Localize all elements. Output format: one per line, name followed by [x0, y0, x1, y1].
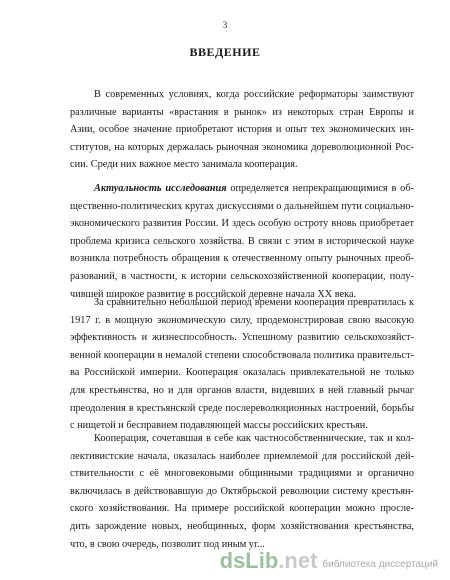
text-line: ского хозяйствования. На примере российской кооперации можно просле-: [70, 503, 414, 515]
text-line: проблема кризиса сельского хозяйства. В связи с этим в исторической науке: [70, 235, 414, 247]
text-line: венной кооперации в немалой степени способствовала политика правительст-: [70, 349, 414, 361]
section-heading: ВВЕДЕНИЕ: [189, 45, 261, 59]
paragraph-2-first-rest: определяется непрекращающимися в об-: [226, 183, 414, 194]
dslib-caption: библиотека диссертаций: [322, 558, 438, 570]
paragraph-4: [70, 430, 414, 553]
text-line: эффективность и жизнеспособность. Успешному развитию сельскохозяйст-: [70, 332, 414, 344]
text-line: ствительности с её многовековыми общинными традициями и органично: [70, 468, 414, 480]
text-line: возникла потребность обращения к отечественному опыту рыночных преоб-: [70, 253, 414, 265]
paragraph-1: [70, 86, 414, 174]
text-line: ститутов, на которых держалась рыночная экономика дореволюционной Рос-: [70, 141, 414, 153]
text-line: За сравнительно небольшой период времени кооперация превратилась к: [94, 297, 414, 308]
text-line: сии. Среди них важное место занимала кооперация.: [70, 159, 298, 171]
actuality-term: Актуальность исследования: [94, 183, 227, 194]
paragraph-2: [70, 180, 414, 303]
text-line: что, в свою очередь, позволит под иным уг...: [70, 538, 265, 550]
text-line: Азии, особое значение приобретают история и опыт тех экономических ин-: [70, 124, 414, 136]
logo-part-a: dsLib: [219, 548, 279, 573]
text-line: различные варианты «врастания в рынок» из некоторых стран Европы и: [70, 106, 414, 118]
text-line: щественно-политических кругах дискуссиями о дальнейшем пути социально-: [70, 200, 414, 212]
paragraph-2-first-line: [70, 180, 414, 198]
text-line: лективистские начала, оказалась наиболее приемлемой для российской дей-: [70, 450, 414, 462]
text-line: разований, в частности, к истории сельскохозяйственной кооперации, полу-: [70, 270, 414, 282]
text-line: В современных условиях, когда российские реформаторы заимствуют: [94, 89, 414, 100]
dslib-watermark: [220, 548, 438, 574]
text-line: 1917 г. в мощную экономическую силу, продемонстрировав свою высокую: [70, 314, 414, 326]
text-line: с нищетой и бесправием подавляющей массы российских крестьян.: [70, 420, 368, 432]
dslib-logo: [220, 548, 318, 574]
text-line: ва Российской империи. Кооперация оказалась привлекательной не только: [70, 367, 414, 379]
text-line: экономического развития России. И здесь особую остроту вновь приобретает: [70, 218, 414, 230]
paragraph-2-body: [70, 198, 414, 304]
text-line: для крестьянства, но и для органов власти, видевших в ней главный рычаг: [70, 384, 414, 396]
page-number: 3: [222, 20, 228, 30]
logo-part-b: .net: [278, 548, 318, 573]
text-line: Кооперация, сочетавшая в себе как частнособственнические, так и кол-: [94, 433, 414, 444]
text-line: чившей широкое развитие в российской деревне начала XX века.: [70, 288, 357, 300]
text-line: преодоления в крестьянской среде послереволюционных настроений, борьбы: [70, 402, 414, 414]
paragraph-3: [70, 294, 414, 435]
text-line: включилась в действовавшую до Октябрьской революции систему крестьян-: [70, 485, 414, 497]
text-line: дить зарождение новых, необщинных, форм хозяйствования крестьянства,: [70, 520, 414, 532]
